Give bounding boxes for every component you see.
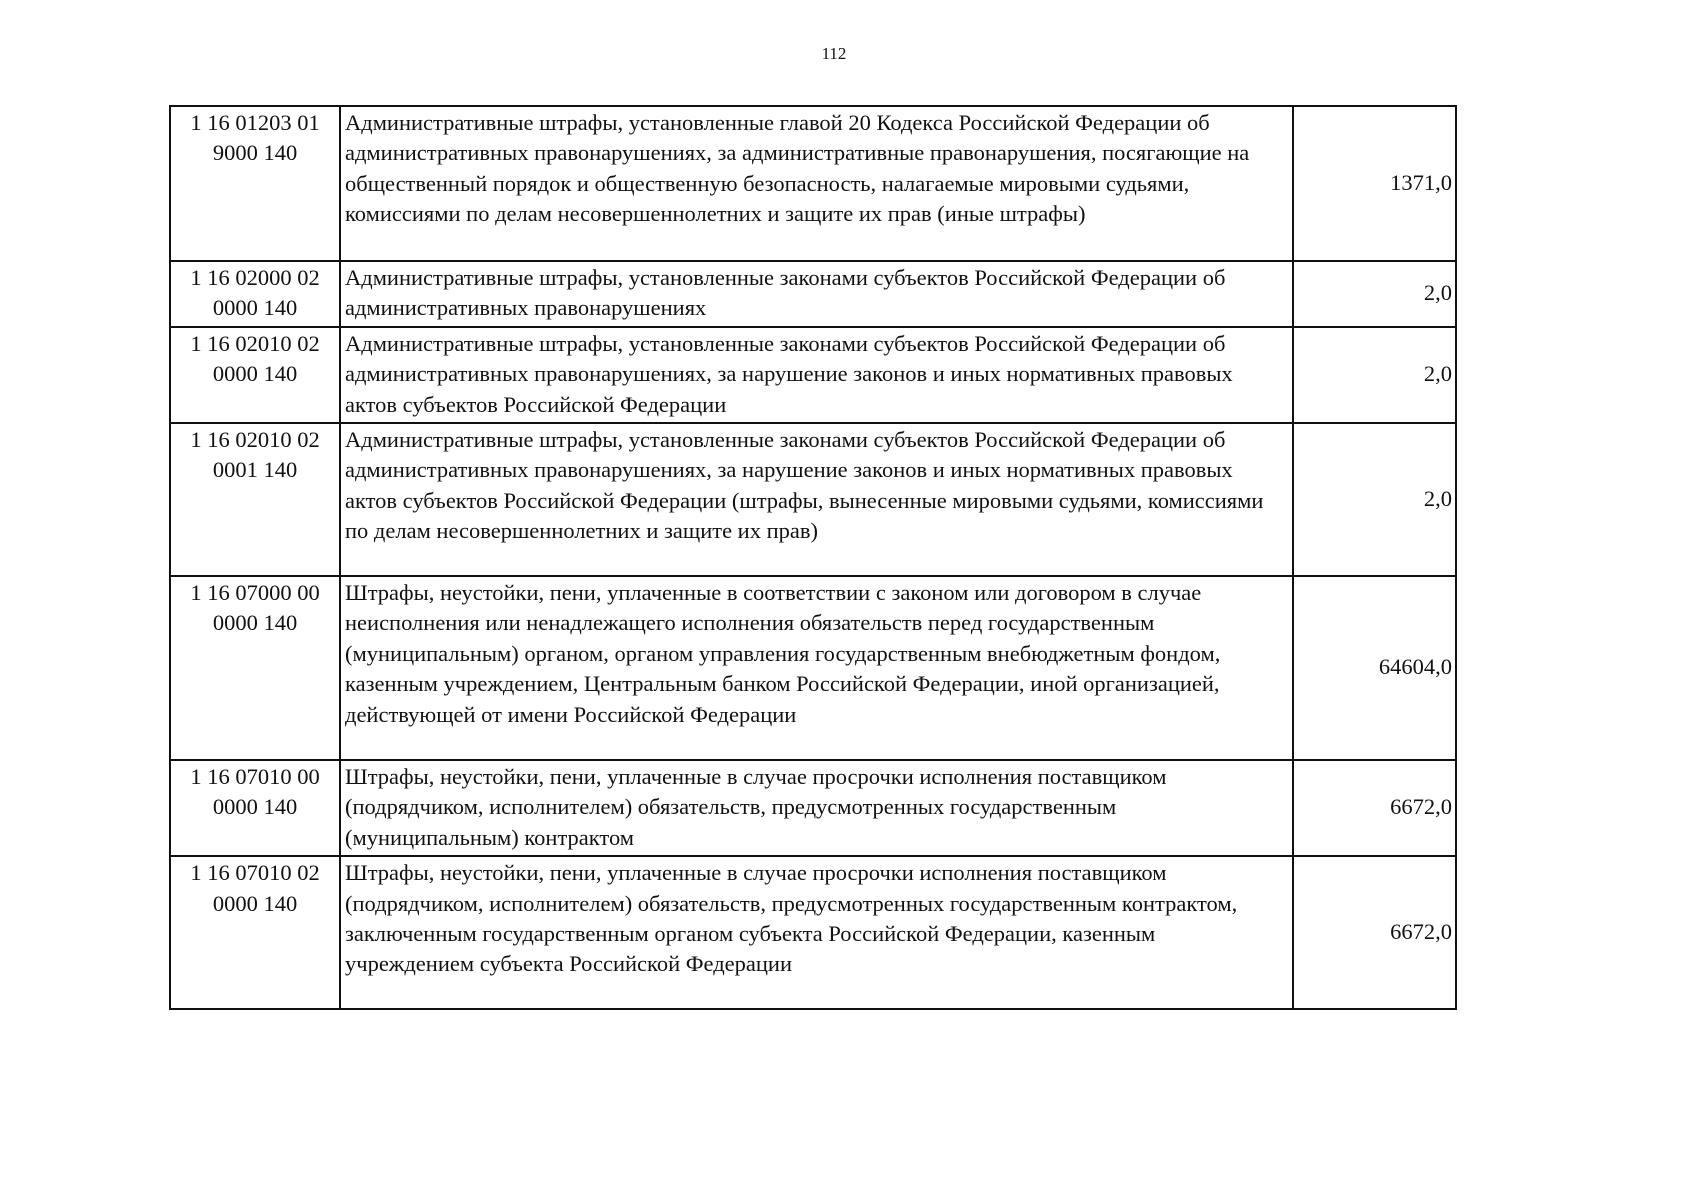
budget-code-cell <box>170 576 340 760</box>
budget-code-part: 0001 140 <box>212 457 298 483</box>
table-row <box>170 423 1456 576</box>
amount-cell: 2,0 <box>1293 423 1456 576</box>
budget-code-part: 1 16 07010 02 <box>190 860 320 886</box>
budget-code-cell <box>170 327 340 423</box>
description-cell: Административные штрафы, установленные законами субъектов Российской Федерации об административных правонарушениях <box>340 261 1293 327</box>
budget-table <box>169 105 1457 1010</box>
budget-code-part: 0000 140 <box>212 890 298 916</box>
budget-code-part: 0000 140 <box>212 794 298 820</box>
amount-cell: 1371,0 <box>1293 106 1456 261</box>
budget-code-part: 0000 140 <box>212 361 298 387</box>
budget-code-part: 0000 140 <box>212 610 298 636</box>
table-row <box>170 760 1456 856</box>
amount-cell: 6672,0 <box>1293 856 1456 1009</box>
table-row <box>170 106 1456 261</box>
amount-cell: 2,0 <box>1293 261 1456 327</box>
budget-code-part: 1 16 02010 02 <box>190 330 320 356</box>
description-cell: Штрафы, неустойки, пени, уплаченные в соответствии с законом или договором в случае неисполнения или ненадлежащего исполнения обязательств перед государственным (муниципальным) органом, органом управления государственным внебюджетным фондом, казенным учреждением, Центральным банком Российской Федерации, иной организацией, действующей от имени Российской Федерации <box>340 576 1293 760</box>
description-cell: Административные штрафы, установленные законами субъектов Российской Федерации об административных правонарушениях, за нарушение законов и иных нормативных правовых актов субъектов Российской Федерации (штрафы, вынесенные мировыми судьями, комиссиями по делам несовершеннолетних и защите их прав) <box>340 423 1293 576</box>
amount-cell: 6672,0 <box>1293 760 1456 856</box>
budget-code-part: 1 16 07000 00 <box>190 580 320 606</box>
description-cell: Штрафы, неустойки, пени, уплаченные в случае просрочки исполнения поставщиком (подрядчиком, исполнителем) обязательств, предусмотренных государственным (муниципальным) контрактом <box>340 760 1293 856</box>
budget-code-part: 1 16 02010 02 <box>190 427 320 453</box>
amount-cell: 2,0 <box>1293 327 1456 423</box>
budget-code-cell <box>170 760 340 856</box>
budget-code-cell <box>170 261 340 327</box>
budget-code-part: 1 16 02000 02 <box>190 265 320 290</box>
budget-code-part: 1 16 07010 00 <box>190 764 320 790</box>
page-number: 112 <box>821 44 847 63</box>
budget-code-cell <box>170 423 340 576</box>
description-cell: Административные штрафы, установленные главой 20 Кодекса Российской Федерации об административных правонарушениях, за административные правонарушения, посягающие на общественный порядок и общественную безопасность, налагаемые мировыми судьями, комиссиями по делам несовершеннолетних и защите их прав (иные штрафы) <box>340 106 1293 261</box>
description-cell: Административные штрафы, установленные законами субъектов Российской Федерации об административных правонарушениях, за нарушение законов и иных нормативных правовых актов субъектов Российской Федерации <box>340 327 1293 423</box>
budget-code-part: 1 16 01203 01 <box>190 110 320 135</box>
table-row <box>170 856 1456 1009</box>
budget-code-part: 9000 140 <box>212 140 298 166</box>
table-row <box>170 576 1456 760</box>
amount-cell: 64604,0 <box>1293 576 1456 760</box>
budget-code-cell <box>170 106 340 261</box>
budget-code-cell <box>170 856 340 1009</box>
budget-code-part: 0000 140 <box>212 295 298 321</box>
table-row <box>170 327 1456 423</box>
description-cell: Штрафы, неустойки, пени, уплаченные в случае просрочки исполнения поставщиком (подрядчиком, исполнителем) обязательств, предусмотренных государственным контрактом, заключенным государственным органом субъекта Российской Федерации, казенным учреждением субъекта Российской Федерации <box>340 856 1293 1009</box>
table-row <box>170 261 1456 327</box>
